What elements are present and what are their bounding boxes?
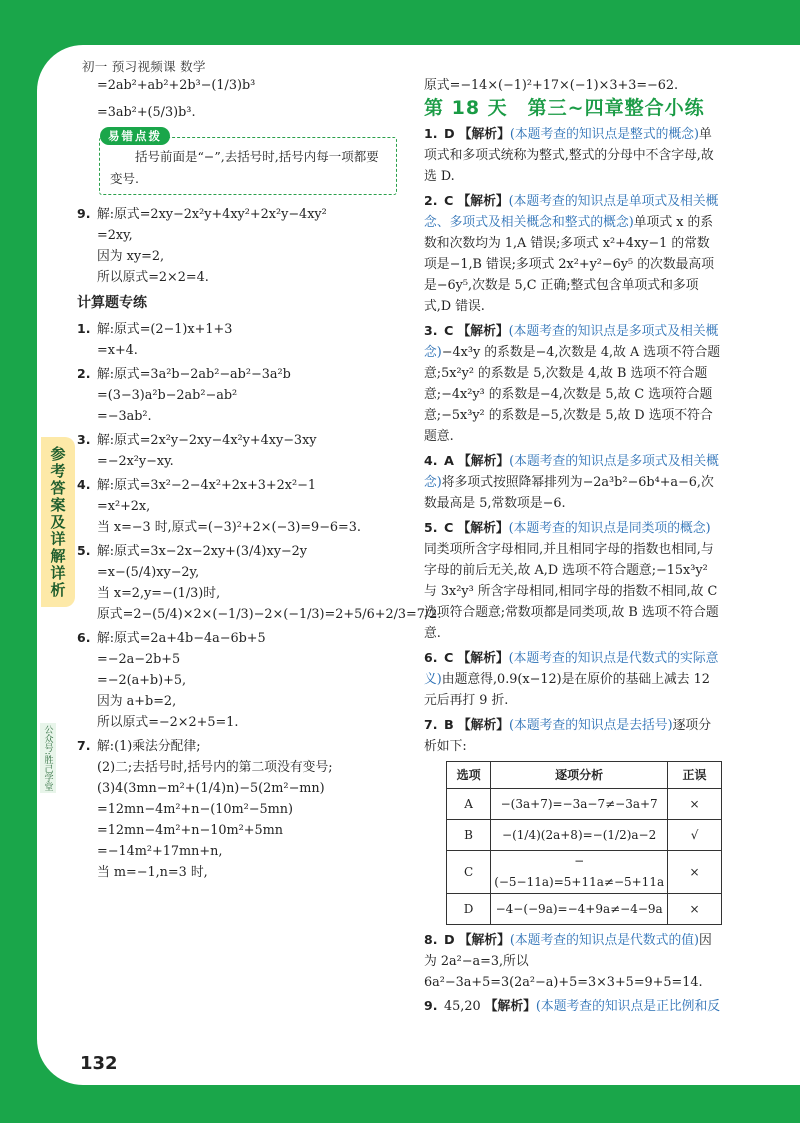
answer-letter: A — [444, 454, 454, 469]
analysis-tag: 【解析】 — [457, 521, 509, 536]
answer-item-2 — [424, 190, 722, 317]
table-cell: −4−(−9a)=−4+9a≠−4−9a — [491, 894, 668, 925]
knowledge-point: (本题考查的知识点是正比例和反 — [535, 999, 721, 1014]
analysis-tag: 【解析】 — [457, 651, 509, 666]
problem-5 — [77, 540, 442, 625]
table-cell: D — [447, 894, 491, 925]
equation-line: 原式=−14×(−1)²+17×(−1)×3+3=−62. — [424, 78, 679, 93]
table-row — [447, 894, 722, 925]
answer-letter: D — [444, 933, 455, 948]
table-header: 正误 — [668, 762, 722, 789]
solution-line: 当 m=−1,n=3 时, — [97, 865, 208, 880]
answer-text: −4x³y 的系数是−4,次数是 4,故 A 选项不符合题意;5x²y² 的系数是 5,次数是 4,故 B 选项不符合题意;−4x²y³ 的系数是−4,次数是 5,故 C 选项符合题意;−5x³y² 的系数是−5,次数是 5,故 D 选项不符合题意. — [424, 345, 721, 444]
question-number: 3. — [424, 323, 438, 338]
analysis-tag: 【解析】 — [457, 194, 509, 209]
answer-item-8 — [424, 929, 722, 993]
solution-line: 因为 a+b=2, — [97, 694, 177, 709]
question-number: 5. — [424, 520, 438, 535]
solution-line: 解:(1)乘法分配律; — [97, 739, 201, 754]
table-cell: √ — [668, 820, 722, 851]
table-row — [447, 851, 722, 894]
question-number: 2. — [424, 193, 438, 208]
solution-line: 当 x=−3 时,原式=(−3)²+2×(−3)=9−6=3. — [97, 520, 361, 535]
table-cell: C — [447, 851, 491, 894]
side-note-text: 公众号:胜己学堂 — [42, 724, 53, 792]
analysis-table — [446, 761, 722, 925]
answer-list — [424, 123, 722, 757]
answer-value: 45,20 — [444, 999, 481, 1014]
table-cell: × — [668, 789, 722, 820]
solution-line: =x−(5/4)xy−2y, — [97, 565, 200, 580]
table-cell: −(3a+7)=−3a−7≠−3a+7 — [491, 789, 668, 820]
analysis-tag: 【解析】 — [457, 324, 509, 339]
knowledge-point: (本题考查的知识点是代数式的实际意义) — [424, 651, 719, 687]
answer-letter: B — [444, 718, 454, 733]
answer-item-4 — [424, 450, 722, 514]
solution-line: =x+4. — [97, 343, 138, 358]
problem-1 — [77, 318, 397, 361]
solution-line: =12mn−4m²+n−(10m²−5mn) — [97, 802, 293, 817]
right-column — [424, 75, 722, 1017]
answer-item-1 — [424, 123, 722, 187]
table-row — [447, 820, 722, 851]
analysis-tag: 【解析】 — [458, 127, 510, 142]
problem-3 — [77, 429, 397, 472]
answer-text: 将多项式按照降幂排列为−2a³b²−6b⁴+a−6,次数最高是 5,常数项是−6. — [424, 475, 714, 511]
knowledge-point: (本题考查的知识点是多项式及相关概念) — [424, 454, 719, 490]
answer-text: 因为 2a²−a=3,所以 6a²−3a+5=3(2a²−a)+5=3×3+5=9+5=14. — [424, 933, 712, 990]
page-number: 132 — [80, 1053, 118, 1074]
problem-2 — [77, 363, 397, 427]
answer-text: 单项式 x 的系数和次数均为 1,A 错误;多项式 x²+4xy−1 的常数项是−1,B 错误;多项式 2x²+y²−6y⁵ 的次数最高项是−6y⁵,次数是 5,C 正确;整式包含单项式和多项式,D 错误. — [424, 215, 715, 314]
solution-line: 原式=2−(5/4)×2×(−1/3)−2×(−1/3)=2+5/6+2/3=7/2. — [97, 607, 442, 622]
answer-letter: C — [444, 194, 454, 209]
answer-item-6 — [424, 647, 722, 711]
solution-line: 因为 xy=2, — [97, 249, 165, 264]
question-number: 7. — [77, 738, 91, 753]
side-tab — [41, 437, 75, 607]
table-header: 选项 — [447, 762, 491, 789]
question-number: 7. — [424, 717, 438, 732]
question-number: 4. — [424, 453, 438, 468]
table-cell: × — [668, 851, 722, 894]
solution-line: =2xy, — [97, 228, 133, 243]
question-number: 4. — [77, 477, 91, 492]
tip-text: 括号前面是“−”,去括号时,括号内每一项都要变号. — [110, 149, 379, 186]
solution-line: (3)4(3mn−m²+(1/4)n)−5(2m²−mn) — [97, 781, 325, 796]
solution-line: 当 x=2,y=−(1/3)时, — [97, 586, 221, 601]
table-row — [447, 789, 722, 820]
equation-line: =2ab²+ab²+2b³−(1/3)b³ — [97, 78, 256, 93]
table-header-row — [447, 762, 722, 789]
knowledge-point: (本题考查的知识点是单项式及相关概念、多项式及相关概念和整式的概念) — [424, 194, 719, 230]
tip-label: 易错点拨 — [100, 127, 170, 145]
question-number: 9. — [424, 998, 438, 1013]
problem-list — [77, 318, 442, 883]
day-title: 第 18 天 第三~四章整合小练 — [424, 97, 705, 119]
solution-line: 解:原式=2x²y−2xy−4x²y+4xy−3xy — [97, 433, 317, 448]
table-cell: A — [447, 789, 491, 820]
solution-line: =−14m²+17mn+n, — [97, 844, 223, 859]
solution-line: =−2x²y−xy. — [97, 454, 174, 469]
table-cell: B — [447, 820, 491, 851]
solution-line: =−2a−2b+5 — [97, 652, 181, 667]
question-number: 5. — [77, 543, 91, 558]
table-header: 逐项分析 — [491, 762, 668, 789]
knowledge-point: (本题考查的知识点是整式的概念) — [509, 127, 700, 142]
solution-line: 所以原式=2×2=4. — [97, 270, 209, 285]
solution-line: 解:原式=3x−2x−2xy+(3/4)xy−2y — [97, 544, 308, 559]
answer-text: 逐项分析如下: — [424, 718, 711, 754]
question-number: 3. — [77, 432, 91, 447]
table-cell: −(−5−11a)=5+11a≠−5+11a — [491, 851, 668, 894]
answer-letter: C — [444, 651, 454, 666]
side-tab-label: 参考答案及详解详析 — [48, 445, 67, 599]
question-number: 6. — [77, 630, 91, 645]
solution-line: 解:原式=3a²b−2ab²−ab²−3a²b — [97, 367, 291, 382]
problem-7 — [77, 735, 397, 883]
equation-line: =3ab²+(5/3)b³. — [97, 105, 196, 120]
solution-line: =−3ab². — [97, 409, 152, 424]
problem-6 — [77, 627, 397, 733]
answer-letter: D — [444, 127, 455, 142]
knowledge-point: (本题考查的知识点是去括号) — [509, 718, 673, 733]
solution-line: =−2(a+b)+5, — [97, 673, 187, 688]
page-sheet — [37, 45, 800, 1085]
side-note — [40, 723, 56, 793]
solution-line: =(3−3)a²b−2ab²−ab² — [97, 388, 238, 403]
question-number: 6. — [424, 650, 438, 665]
answer-letter: C — [444, 521, 454, 536]
answer-text: 由题意得,0.9(x−12)是在原价的基础上减去 12 元后再打 9 折. — [424, 672, 710, 708]
answer-item-9 — [424, 995, 722, 1017]
solution-line: 解:原式=(2−1)x+1+3 — [97, 322, 233, 337]
solution-line: 解:原式=2xy−2x²y+4xy²+2x²y−4xy² — [97, 207, 327, 222]
solution-line: 解:原式=2a+4b−4a−6b+5 — [97, 631, 266, 646]
page-header: 初一 预习视频课 数学 — [82, 59, 206, 74]
analysis-tag: 【解析】 — [484, 999, 536, 1014]
analysis-tag: 【解析】 — [458, 933, 510, 948]
question-number: 1. — [424, 126, 438, 141]
table-cell: × — [668, 894, 722, 925]
answer-letter: C — [444, 324, 454, 339]
solution-line: 所以原式=−2×2+5=1. — [97, 715, 239, 730]
solution-line: 解:原式=3x²−2−4x²+2x+3+2x²−1 — [97, 478, 317, 493]
question-number: 2. — [77, 366, 91, 381]
knowledge-point: (本题考查的知识点是同类项的概念) — [508, 521, 711, 536]
section-title: 计算题专练 — [77, 295, 147, 311]
answer-item-5 — [424, 517, 722, 644]
problem-4 — [77, 474, 397, 538]
knowledge-point: (本题考查的知识点是多项式及相关概念) — [424, 324, 719, 360]
analysis-tag: 【解析】 — [457, 454, 510, 469]
solution-line: =x²+2x, — [97, 499, 151, 514]
analysis-tag: 【解析】 — [457, 718, 510, 733]
question-number: 8. — [424, 932, 438, 947]
question-number: 9. — [77, 206, 91, 221]
solution-line: =12mn−4m²+n−10m²+5mn — [97, 823, 283, 838]
question-number: 1. — [77, 321, 91, 336]
answer-text: 单项式和多项式统称为整式,整式的分母中不含字母,故选 D. — [424, 127, 714, 184]
question-9 — [77, 203, 397, 288]
solution-line: (2)二;去括号时,括号内的第二项没有变号; — [97, 760, 333, 775]
table-cell: −(1/4)(2a+8)=−(1/2)a−2 — [491, 820, 668, 851]
answer-text: 同类项所含字母相同,并且相同字母的指数也相同,与字母的前后无关,故 A,D 选项不符合题意;−15x³y² 与 3x²y³ 所含字母相同,相同字母的指数不相同,故 C 选项符合题意;常数项都是同类项,故 B 选项不符合题意. — [424, 542, 719, 641]
left-column — [77, 75, 442, 885]
answer-item-7 — [424, 714, 722, 757]
answer-item-3 — [424, 320, 722, 447]
tip-box — [99, 129, 397, 195]
knowledge-point: (本题考查的知识点是代数式的值) — [509, 933, 700, 948]
